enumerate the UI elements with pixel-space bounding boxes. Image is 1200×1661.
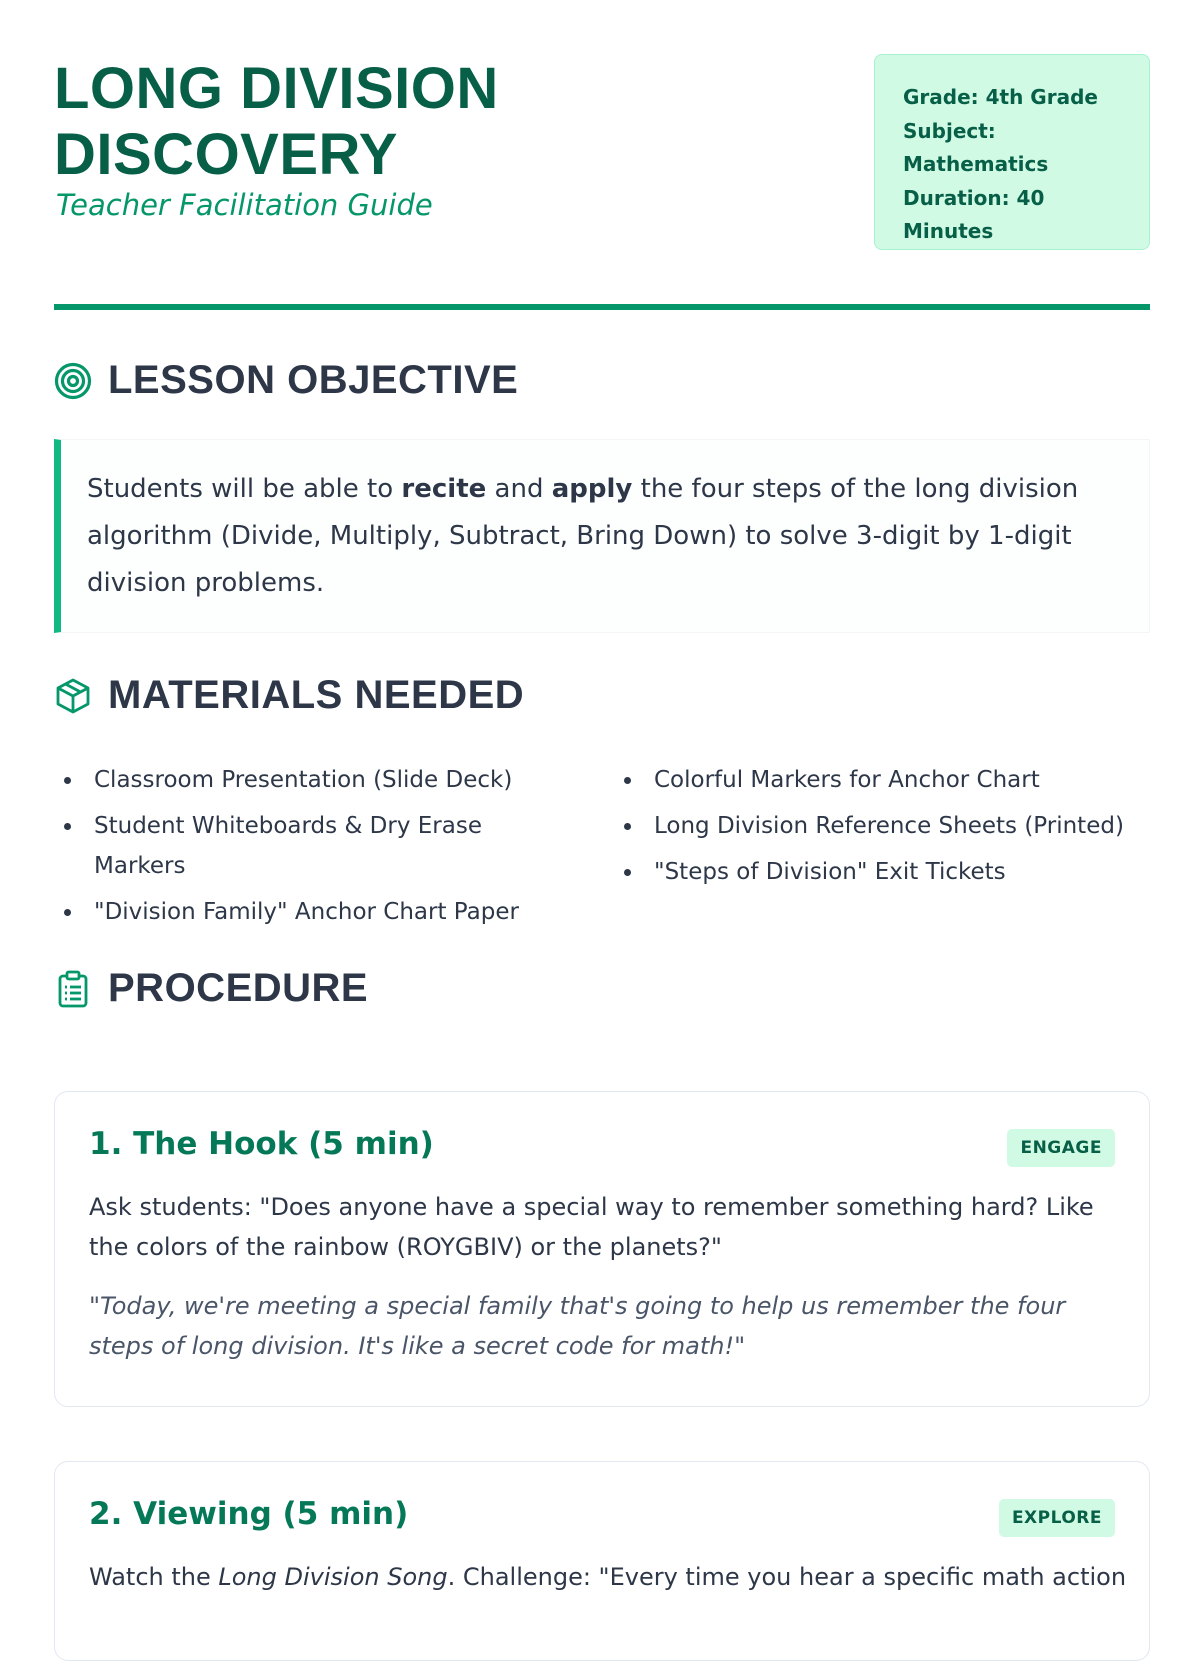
list-item: "Division Family" Anchor Chart Paper: [54, 892, 614, 932]
info-subject-value: Mathematics: [903, 152, 1049, 176]
list-item: Colorful Markers for Anchor Chart: [614, 760, 1150, 800]
info-duration-line-1: Duration: 40: [903, 185, 1045, 210]
objective-bold-recite: recite: [401, 474, 487, 504]
info-grade: Grade: 4th Grade: [903, 85, 1098, 109]
header: [54, 0, 1150, 312]
title-line-2: DISCOVERY: [54, 122, 398, 187]
info-subject-label: Subject:: [903, 118, 996, 143]
step-title: 1. The Hook (5 min): [89, 1126, 434, 1162]
list-item: Classroom Presentation (Slide Deck): [54, 760, 614, 800]
step-text-part-1: Watch the: [89, 1563, 219, 1591]
step-text: [89, 1557, 1127, 1597]
list-item: Student Whiteboards & Dry Erase Markers: [54, 806, 534, 886]
lesson-plan-page: [54, 0, 1150, 1591]
procedure-section-header: [54, 966, 368, 1011]
procedure-step-card: [54, 1091, 1150, 1407]
page-title: [54, 56, 499, 188]
objective-heading: LESSON OBJECTIVE: [108, 358, 519, 402]
step-text-part-2: . Challenge: "Every time you hear a specific math action: [447, 1563, 1127, 1591]
materials-column-1: [54, 760, 614, 938]
list-item: "Steps of Division" Exit Tickets: [614, 852, 1150, 892]
header-divider: [54, 304, 1150, 310]
objective-text-part-3: the four steps of the long division algorithm (Divide, Multiply, Subtract, Bring Down) to solve 3-digit by 1-digit division problems.: [87, 474, 1079, 598]
step-quote: "Today, we're meeting a special family that's going to help us remember the four steps of long division. It's like a secret code for math!": [89, 1292, 1066, 1360]
info-duration-line-2: Minutes: [903, 219, 994, 243]
lesson-info-box: [874, 54, 1150, 250]
objective-text-part-1: Students will be able to: [87, 474, 402, 504]
phase-badge: EXPLORE: [999, 1499, 1115, 1537]
page-subtitle: Teacher Facilitation Guide: [56, 188, 433, 222]
title-line-1: LONG DIVISION: [54, 56, 499, 121]
step-text: Ask students: "Does anyone have a special way to remember something hard? Like the colors of the rainbow (ROYGBIV) or the planets?": [89, 1193, 1094, 1261]
materials-section-header: [54, 673, 524, 718]
song-title: Long Division Song: [218, 1563, 448, 1591]
target-icon: [54, 362, 92, 400]
objective-bold-apply: apply: [551, 474, 633, 504]
clipboard-icon: [54, 970, 92, 1008]
procedure-heading: PROCEDURE: [108, 966, 369, 1010]
objective-box: [54, 439, 1150, 633]
objective-text-part-2: and: [486, 474, 552, 504]
package-icon: [54, 677, 92, 715]
procedure-step-card: [54, 1461, 1150, 1661]
step-title: 2. Viewing (5 min): [89, 1496, 409, 1532]
list-item: Long Division Reference Sheets (Printed): [614, 806, 1150, 846]
phase-badge: ENGAGE: [1007, 1129, 1115, 1167]
objective-section-header: [54, 358, 518, 403]
materials-column-2: [614, 760, 1150, 938]
materials-heading: MATERIALS NEEDED: [108, 673, 525, 717]
materials-list: [54, 760, 1150, 938]
